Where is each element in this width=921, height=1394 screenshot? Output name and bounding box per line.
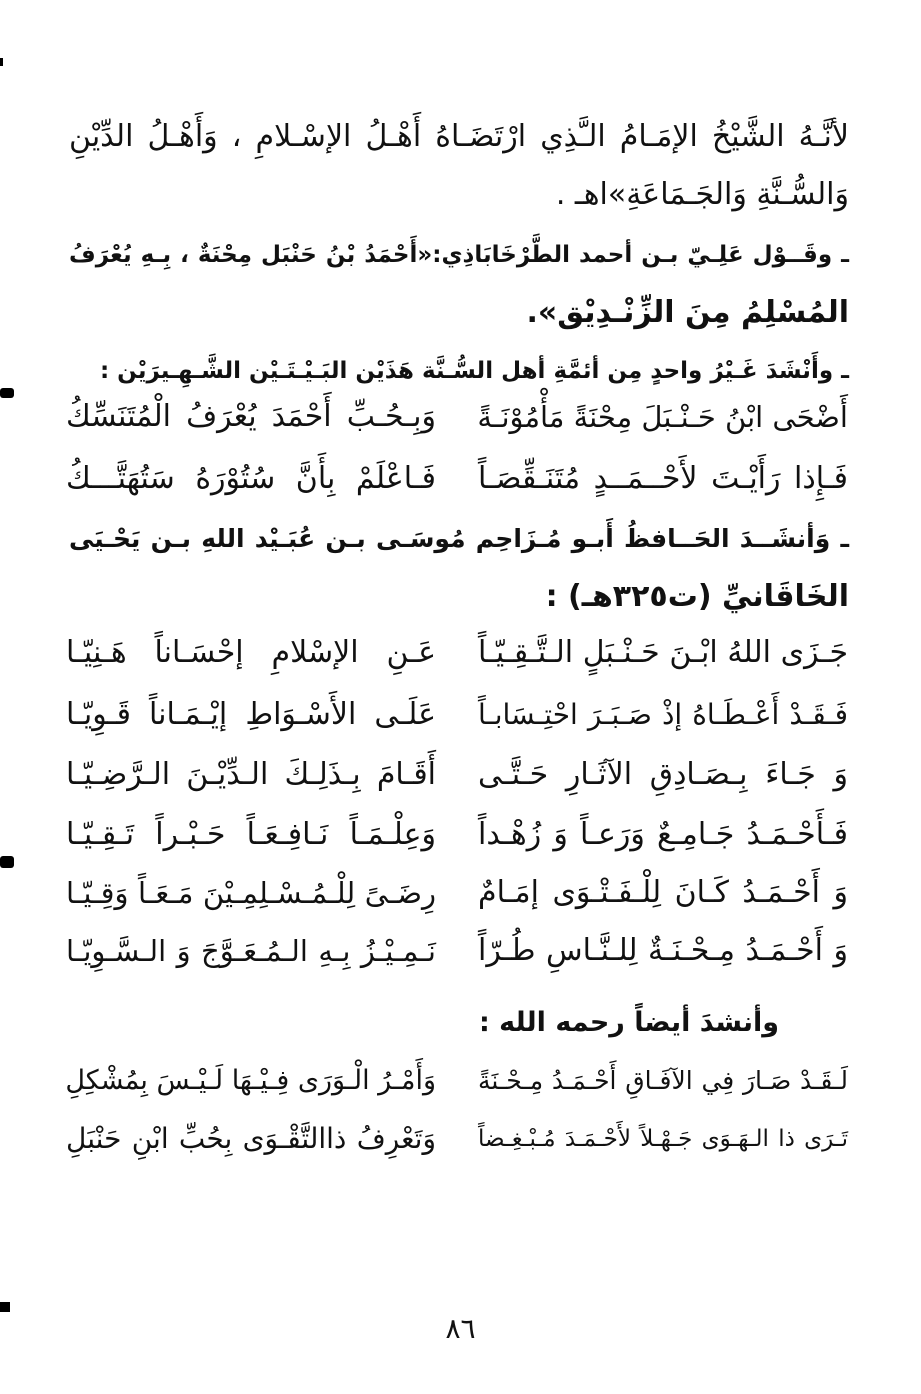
paragraph-4 [69, 510, 849, 626]
verse-hemistich-right: جَـزَى اللهُ ابْـنَ حَـنْـبَلٍ الـتَّـقِـيّـاً [478, 635, 848, 670]
verse-line [66, 1052, 848, 1110]
verse-hemistich-left: عَلَـى الأَسْـوَاطِ إيْـمَـاناً قَـوِيّـا [66, 697, 436, 732]
page-number: ٨٦ [445, 1312, 476, 1345]
verse-hemistich-right: وَ جَـاءَ بِـصَـادِقِ الآثَـارِ حَـتَّـى [478, 757, 848, 792]
verse-hemistich-right: وَ أَحْـمَـدُ كَـانَ لِلْـفَـتْـوَى إمَـامٌ [478, 875, 848, 910]
paragraph-5 [479, 994, 779, 1052]
verse-hemistich-left: وَعِلْـمَـاً نَـافِـعَـاً حَـبْـراً تَـقِـيّـا [66, 817, 436, 852]
verse-line [66, 922, 848, 980]
verse-hemistich-right: أَضْحَى ابْنُ حَـنْـبَلَ مِحْنَةً مَأْمُوْنَـةً [477, 400, 848, 434]
verse-hemistich-right: لَـقَـدْ صَـارَ فِي الآفَـاقِ أَحْـمَـدُ مِـحْـنَةً [478, 1066, 848, 1095]
verse-hemistich-right: فَـإِذا رَأَيْـتَ لأَحْــمَــدٍ مُتَنَـقِّصَـاً [478, 461, 848, 496]
verse-line [66, 1110, 848, 1168]
verse-hemistich-left: عَـنِ الإسْلامِ إحْسَـاناً هَـنِيّـا [66, 635, 436, 670]
scan-mark [0, 1302, 10, 1312]
verse-line [66, 388, 848, 446]
paragraph-1 [69, 108, 849, 224]
verse-line [66, 746, 848, 804]
text-line: الخَاقَانيِّ (ت٣٢٥هـ) : [545, 579, 849, 614]
verse-hemistich-left: وَأَمْـرُ الْـوَرَى فِـيْـهَا لَـيْـسَ بِمُشْكِلِ [65, 1065, 436, 1096]
verse-hemistich-left: وَبِـحُـبِّ أَحْمَدَ يُعْرَفُ الْمُتَنَسِّكُ [66, 399, 436, 434]
verse-hemistich-left: فَـاعْلَمْ بِأَنَّ سُتُوْرَهُ سَتُهَتَّـــكُ [66, 461, 436, 496]
text-line: وأنشدَ أيضاً رحمه الله : [478, 1007, 779, 1038]
verse-hemistich-right: تَـرَى ذا الـهَـوَى جَـهْـلاً لأَحْـمَـدَ مُـبْـغِـضاً [478, 1126, 848, 1152]
verse-line [66, 864, 848, 922]
text-line: المُسْلِمُ مِنَ الزِّنْـدِيْق». [526, 295, 849, 330]
scan-mark [0, 388, 14, 398]
verse-hemistich-right: فَـقَـدْ أَعْـطَـاهُ إذْ صَـبَـرَ احْتِـسَابـاً [478, 698, 848, 731]
verse-line [66, 450, 848, 508]
verse-line [66, 806, 848, 864]
verse-line [66, 686, 848, 744]
verse-hemistich-right: وَ أَحْـمَـدُ مِـحْـنَـةٌ لِلـنَّـاسِ طُـرّاً [478, 933, 848, 968]
verse-line [66, 624, 848, 682]
text-line: وَالسُّـنَّةِ وَالجَـمَاعَةِ»اهـ . [555, 177, 849, 212]
verse-hemistich-right: فَـأَحْـمَـدُ جَـامِـعٌ وَرَعـاً وَ زُهْـداً [478, 817, 848, 852]
verse-hemistich-left: وَتَعْرِفُ ذاالتَّقْـوَى بِحُبِّ ابْنِ حَنْبَلِ [66, 1122, 436, 1155]
text-line: لأنَّـهُ الشَّيْخُ الإمَـامُ الـَّذِي ارْتَضَـاهُ أَهْـلُ الإسْـلامِ ، وَأَهْـلُ الدِّيْنِ [69, 119, 849, 154]
scan-mark [0, 58, 3, 66]
text-line: ـ وَأنشَــدَ الحَــافظُ أَبـو مُـزَاحِم مُوسَـى بـن عُبَـيْد اللهِ بـن يَحْـيَى [69, 524, 849, 553]
text-line: ـ وأَنْشَدَ غَـيْرُ واحدٍ مِن أئمَّةِ أهل السُّـنَّة هَذَيْن البَـيْـتَـيْن الشَّـهِـيرَيْن : [99, 358, 849, 384]
verse-hemistich-left: نَـمِـيْـزُ بِـهِ الـمُـعَـوَّجَ وَ الـسَّـوِيّـا [66, 934, 436, 968]
paragraph-2 [69, 226, 849, 342]
text-line: ـ وقَــوْل عَلِـيّ بـن أحمد الطَّرْخَابَاذِي:«أَحْمَدُ بْنُ حَنْبَل مِحْنَةٌ ، بِـهِ يُعْرَفُ [69, 242, 849, 268]
scan-mark [0, 856, 14, 868]
verse-hemistich-left: أَقَـامَ بِـذَلِـكَ الـدِّيْـنَ الـرَّضِـيّـا [66, 757, 436, 792]
verse-hemistich-left: رِضَـىً لِلْـمُـسْـلِمِـيْنَ مَـعَـاً وَقِـيّـا [66, 876, 436, 910]
